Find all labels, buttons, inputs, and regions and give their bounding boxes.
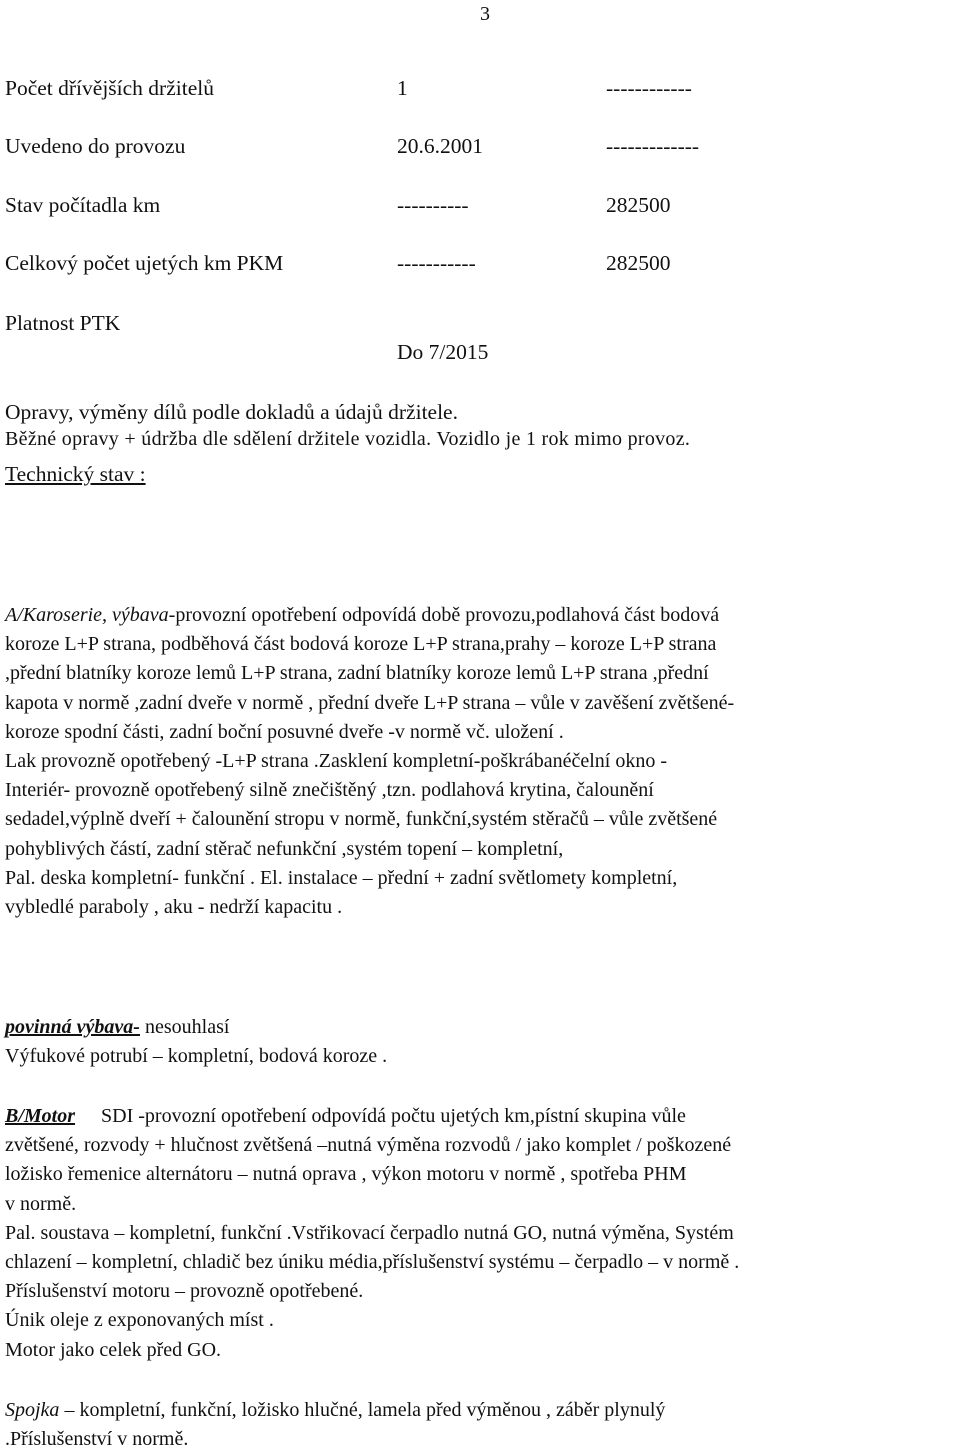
label-ptk-validity: Platnost PTK [5, 311, 121, 335]
mandatory-equipment-value: nesouhlasí [144, 1016, 230, 1038]
value-total-km-2: 282500 [606, 251, 671, 275]
section-a-line-1: -provozní opotřebení odpovídá době provozu,podlahová část bodová [168, 604, 720, 626]
value-in-service: 20.6.2001 [397, 134, 483, 158]
mandatory-equipment [5, 1013, 955, 1071]
value-total-km: ----------- [397, 251, 476, 275]
section-a-label-italic: Karoserie, výbava [22, 604, 169, 626]
repairs-line-1: Opravy, výměny dílů podle dokladů a údajů držitele. [5, 400, 458, 424]
label-in-service: Uvedeno do provozu [5, 134, 186, 158]
section-b-line: chlazení – kompletní, chladič bez úniku média,příslušenství systému – čerpadlo – v normě . [5, 1251, 740, 1274]
label-previous-owners: Počet dřívějších držitelů [5, 76, 214, 100]
section-b-line: zvětšené, rozvody + hlučnost zvětšená –nutná výměna rozvodů / jako komplet / poškozené [5, 1134, 732, 1157]
technical-state-heading: Technický stav : [5, 462, 146, 486]
mandatory-equipment-line-1 [5, 1013, 955, 1042]
repairs-line-2: Běžné opravy + údržba dle sdělení držitele vozidla. Vozidlo je 1 rok mimo provoz. [5, 428, 691, 450]
section-a-line: kapota v normě ,zadní dveře v normě , přední dveře L+P strana – vůle v zavěšení zvětšené- [5, 691, 735, 714]
section-a-line: pohyblivých částí, zadní stěrač nefunkční ,systém topení – kompletní, [5, 837, 564, 860]
section-b-first-line [5, 1102, 955, 1131]
section-b-label: B/Motor [5, 1105, 76, 1127]
label-total-km: Celkový počet ujetých km PKM [5, 251, 284, 275]
section-a-line: sedadel,výplně dveří + čalounění stropu v normě, funkční,systém stěračů – vůle zvětšené [5, 808, 718, 831]
section-b-line: Pal. soustava – kompletní, funkční .Vstřikovací čerpadlo nutná GO, nutná výměna, Systém [5, 1221, 734, 1244]
value-ptk-validity: Do 7/2015 [397, 340, 489, 364]
section-b-line: Příslušenství motoru – provozně opotřebené. [5, 1280, 364, 1303]
value-previous-owners: 1 [397, 76, 408, 100]
section-b-line: ložisko řemenice alternátoru – nutná oprava , výkon motoru v normě , spotřeba PHM [5, 1163, 687, 1186]
section-a-line: vybledlé paraboly , aku - nedrží kapacitu . [5, 896, 343, 919]
value-odometer: ---------- [397, 193, 469, 217]
section-a-line: Lak provozně opotřebený -L+P strana .Zasklení kompletní-poškrábanéčelní okno - [5, 750, 668, 773]
section-a-label: A/ [5, 604, 23, 626]
section-a-line: Interiér- provozně opotřebený silně znečištěný ,tzn. podlahová krytina, čalounění [5, 779, 654, 802]
section-b-line: Únik oleje z exponovaných míst . [5, 1309, 274, 1332]
section-a-line: Pal. deska kompletní- funkční . El. instalace – přední + zadní světlomety kompletní, [5, 866, 678, 889]
label-odometer: Stav počítadla km [5, 193, 161, 217]
section-b-line: Motor jako celek před GO. [5, 1338, 222, 1361]
clutch-line-2: .Příslušenství v normě. [5, 1428, 189, 1451]
section-clutch [5, 1396, 955, 1454]
section-a-karoserie [5, 601, 955, 922]
section-b-motor [5, 1102, 955, 1365]
value-in-service-2: ------------- [606, 134, 700, 158]
section-a-line: koroze L+P strana, podběhová část bodová koroze L+P strana,prahy – koroze L+P strana [5, 633, 717, 656]
mandatory-equipment-line-2: Výfukové potrubí – kompletní, bodová koroze . [5, 1045, 388, 1068]
value-previous-owners-2: ------------ [606, 76, 692, 100]
clutch-line-1-rest: – kompletní, funkční, ložisko hlučné, lamela před výměnou , záběr plynulý [59, 1399, 666, 1421]
section-b-line-1: SDI -provozní opotřebení odpovídá počtu ujetých km,pístní skupina vůle [101, 1105, 686, 1127]
section-a-first-line [5, 601, 955, 630]
section-b-line: v normě. [5, 1192, 77, 1215]
value-odometer-2: 282500 [606, 193, 671, 217]
clutch-line-1 [5, 1396, 955, 1425]
clutch-label: Spojka [5, 1399, 60, 1421]
page-number: 3 [480, 3, 490, 25]
mandatory-equipment-label: povinná výbava- [5, 1016, 140, 1038]
section-a-line: koroze spodní části, zadní boční posuvné dveře -v normě vč. uložení . [5, 720, 564, 743]
section-a-line: ,přední blatníky koroze lemů L+P strana, zadní blatníky koroze lemů L+P strana ,přední [5, 662, 709, 685]
